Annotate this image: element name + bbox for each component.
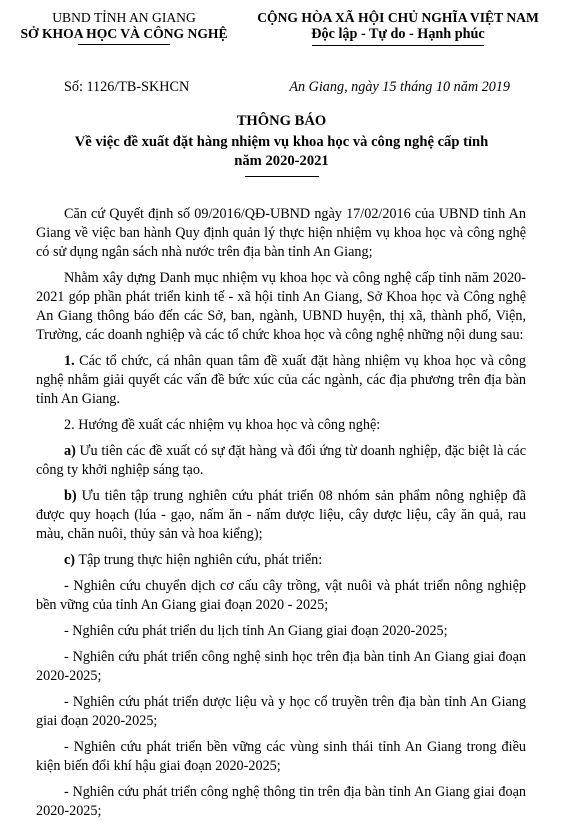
document-title: THÔNG BÁO [236,113,327,129]
list-item: - Nghiên cứu phát triển công nghệ thông tin trên địa bàn tỉnh An Giang giai đoạn 2020-2025; [36,784,526,819]
document-body [36,205,526,828]
list-item: - Nghiên cứu phát triển công nghệ sinh học trên địa bàn tỉnh An Giang giai đoạn 2020-2025; [36,649,526,684]
document-number-date-line [64,78,510,98]
document-header [10,10,555,56]
section-2-label: 2. [64,417,75,433]
issuing-authority [10,10,238,45]
department-name: SỞ KHOA HỌC VÀ CÔNG NGHỆ [20,26,228,41]
title-underline [245,176,319,177]
list-item: - Nghiên cứu phát triển bền vững các vùng sinh thái tỉnh An Giang trong điều kiện biến đổi khí hậu giai đoạn 2020-2025; [36,739,526,774]
section-2-text: Hướng đề xuất các nhiệm vụ khoa học và công nghệ: [74,417,381,433]
document-subject [40,133,523,171]
item-a-label: a) [64,443,76,459]
national-heading [238,10,558,46]
item-c-text: Tập trung thực hiện nghiên cứu, phát triển: [75,552,323,568]
list-item: - Nghiên cứu phát triển du lịch tỉnh An Giang giai đoạn 2020-2025; [64,623,448,639]
subject-line-2: năm 2020-2021 [234,153,329,169]
list-item: - Nghiên cứu chuyển dịch cơ cấu cây trồng, vật nuôi và phát triển nông nghiệp bền vững của tỉnh An Giang giai đoạn 2020 - 2025; [36,578,526,613]
agency-name: UBND TỈNH AN GIANG [52,10,196,25]
list-item: - Nghiên cứu phát triển dược liệu và y học cổ truyền trên địa bàn tỉnh An Giang giai đoạn 2020-2025; [36,694,526,729]
authority-underline [78,44,170,45]
section-1-text: Các tổ chức, cá nhân quan tâm đề xuất đặt hàng nhiệm vụ khoa học và công nghệ nhằm giải quyết các vấn đề bức xúc của các ngành, các địa phương trên địa bàn tỉnh An Giang. [36,353,526,407]
document-number: Số: 1126/TB-SKHCN [64,79,190,95]
paragraph-section-1 [36,352,526,409]
section-1-label: 1. [64,353,75,369]
paragraph-item-b [36,487,526,544]
country-name: CỘNG HÒA XÃ HỘI CHỦ NGHĨA VIỆT NAM [257,10,539,25]
document-date: An Giang, ngày 15 tháng 10 năm 2019 [289,79,510,95]
paragraph-purpose: Nhằm xây dựng Danh mục nhiệm vụ khoa học và công nghệ cấp tỉnh năm 2020-2021 góp phần phát triển kinh tế - xã hội tỉnh An Giang, Sở Khoa học và Công nghệ An Giang thông báo đến các Sở, ban, ngành, UBND huyện, thị xã, thành phố, Viện, Trường, các doanh nghiệp và các tổ chức khoa học và công nghệ những nội dung sau: [36,270,526,343]
document-title-block [40,112,523,177]
paragraph-item-c [36,551,526,570]
motto-underline [312,45,484,46]
item-a-text: Ưu tiên các đề xuất có sự đặt hàng và đối ứng từ doanh nghiệp, đặc biệt là các công ty khởi nghiệp sáng tạo. [36,443,526,478]
paragraph-item-a [36,442,526,480]
subject-line-1: Về việc đề xuất đặt hàng nhiệm vụ khoa học và công nghệ cấp tỉnh [74,134,489,150]
paragraph-section-2 [36,416,526,435]
item-c-label: c) [64,552,76,568]
item-b-label: b) [64,488,77,504]
national-motto: Độc lập - Tự do - Hạnh phúc [311,26,485,42]
item-b-text: Ưu tiên tập trung nghiên cứu phát triển 08 nhóm sản phẩm nông nghiệp đã được quy hoạch (lúa - gạo, nấm ăn - nấm dược liệu, cây dược liệu, cây ăn quả, rau màu, chăn nuôi, thủy sản và hoa kiểng); [36,488,526,542]
paragraph-legal-basis: Căn cứ Quyết định số 09/2016/QĐ-UBND ngày 17/02/2016 của UBND tỉnh An Giang về việc ban hành Quy định quản lý thực hiện nhiệm vụ khoa học và công nghệ có sử dụng ngân sách nhà nước trên địa bàn tỉnh An Giang; [36,206,526,260]
